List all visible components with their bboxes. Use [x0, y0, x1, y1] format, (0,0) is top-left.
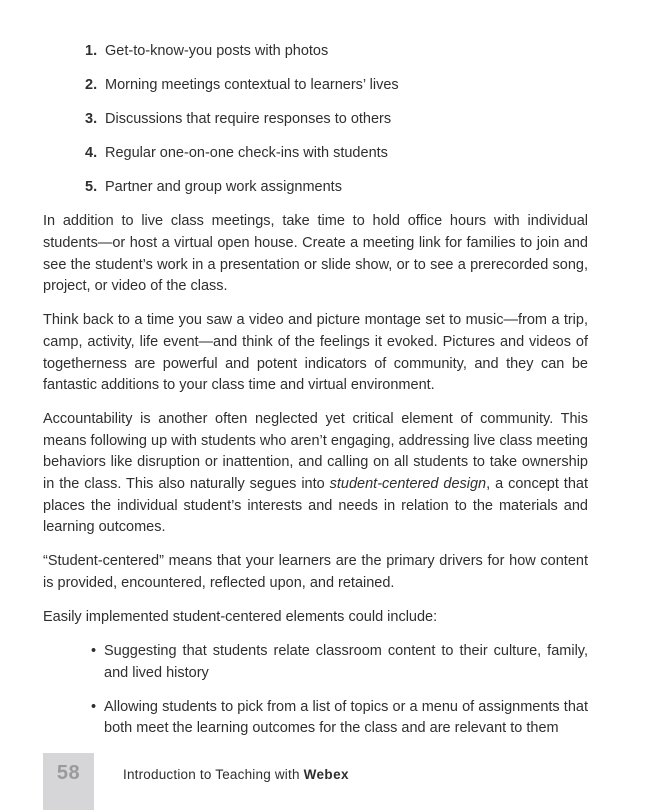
- footer-brand-name: Webex: [303, 767, 349, 782]
- numbered-list: [85, 41, 588, 199]
- bullet-item-1: [91, 641, 588, 684]
- footer-title-text: Introduction to Teaching with: [123, 767, 304, 782]
- page-number: 58: [56, 762, 81, 784]
- bullet-item-2: [91, 697, 588, 740]
- bullet-icon: •: [91, 643, 97, 660]
- bullet-list: [43, 641, 588, 740]
- paragraph-office-hours: In addition to live class meetings, take time to hold office hours with individual students—or host a virtual open house. Create a meeting link for families to join and see the student’s work in a presentation or slide show, or to see a prerecorded song, project, or video of the class.: [43, 213, 588, 295]
- paragraph-easily-implemented: Easily implemented student-centered elements could include:: [43, 608, 438, 625]
- list-item-number: 1.: [85, 43, 98, 59]
- list-item-number: 4.: [85, 145, 98, 162]
- student-centered-design-italic: student-centered design: [329, 476, 487, 492]
- list-item-text: Get-to-know-you posts with photos: [105, 43, 329, 59]
- paragraph-accountability-start: Accountability is another often neglected yet critical element of community. This means following up with students who aren’t engaging, addressing live class meeting behaviors like disruption or inattention, and calling on all students to take ownership in the class. This also naturally segues into: [43, 411, 588, 492]
- running-footer-title: [123, 764, 349, 785]
- bullet-icon: •: [91, 698, 97, 715]
- paragraph-montage: Think back to a time you saw a video and picture montage set to music—from a trip, camp, activity, life event—and think of the feelings it evoked. Pictures and videos of togetherness are powerful and potent indicators of community, and they can be fantastic additions to your class time and virtual environment.: [43, 312, 588, 394]
- page-number-box: [43, 753, 94, 810]
- bullet-item-text: Suggesting that students relate classroom content to their culture, family, and lived history: [104, 643, 588, 681]
- list-item-text: Partner and group work assignments: [105, 179, 342, 196]
- list-item-1: [85, 41, 588, 63]
- list-item-4: [85, 143, 588, 165]
- paragraph-student-centered: “Student-centered” means that your learners are the primary drivers for how content is provided, encountered, reflected upon, and retained.: [43, 553, 588, 591]
- list-item-text: Regular one-on-one check-ins with students: [105, 145, 388, 162]
- bullet-item-text: Allowing students to pick from a list of topics or a menu of assignments that both meet the learning outcomes for the class and are relevant to them: [104, 698, 588, 737]
- list-item-number: 3.: [85, 111, 98, 128]
- list-item-number: 2.: [85, 77, 98, 94]
- paragraph-accountability: [43, 409, 588, 539]
- page-footer: [0, 753, 657, 810]
- list-item-2: [85, 75, 588, 97]
- list-item-text: Discussions that require responses to others: [105, 111, 392, 128]
- list-item-3: [85, 109, 588, 131]
- paragraph-accountability-end: , a concept that places the individual student’s interests and needs in relation to the materials and learning outcomes.: [43, 476, 588, 536]
- list-item-5: [85, 177, 588, 199]
- list-item-number: 5.: [85, 179, 98, 196]
- page-content: [43, 41, 588, 740]
- list-item-text: Morning meetings contextual to learners’ lives: [105, 77, 399, 94]
